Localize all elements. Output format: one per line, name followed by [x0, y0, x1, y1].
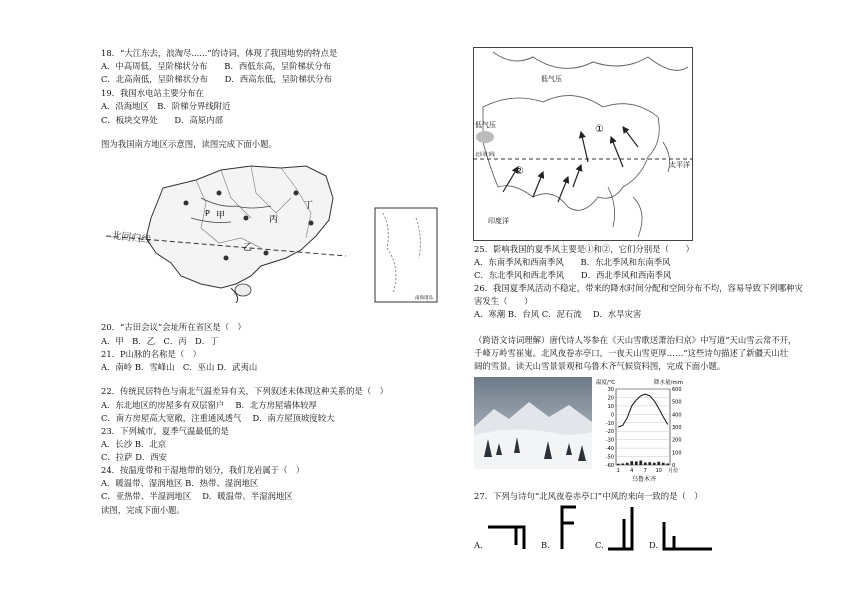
label-low-pressure-north: 低气压 — [541, 75, 562, 83]
q27-option-a-diagram — [486, 515, 531, 551]
q22-options-cd: C．南方房屋高大宽敞，注重通风透气 D．南方屋顶坡度较大 — [101, 413, 335, 423]
q27-option-c-label: C. — [595, 540, 604, 550]
precip-bar — [630, 461, 633, 465]
label-indian-ocean: 印度洋 — [488, 217, 509, 225]
passage-line-2: 千峰万岭雪崔嵬。北风夜卷赤亭口，一夜天山雪更厚……”这些诗句描述了新疆天山壮 — [474, 348, 789, 358]
q25-options-ab: A．东南季风和西南季风 B．东北季风和东南季风 — [474, 257, 671, 267]
precip-bar — [626, 463, 629, 465]
mainland-outline — [146, 166, 333, 288]
precip-bar — [617, 464, 620, 465]
q26-stem-2: 害发生（ ） — [474, 296, 533, 306]
precip-bar — [621, 463, 624, 465]
q20-stem: 20．“古田会议”会址所在省区是（ ） — [101, 322, 246, 332]
temp-tick: -10 — [605, 420, 614, 427]
temp-tick: 30 — [607, 387, 614, 393]
temp-tick: 0 — [610, 412, 614, 419]
tropic-label: 北回归线 — [110, 230, 152, 247]
precip-bar — [648, 462, 651, 465]
temp-tick: -60 — [605, 463, 614, 469]
temp-tick: 20 — [607, 395, 614, 402]
q26-options: A．寒潮 B．台风 C．泥石流 D．水旱灾害 — [474, 309, 642, 319]
q19-options-cd: C．板块交界处 D．高原内部 — [101, 115, 223, 125]
precip-tick: 200 — [672, 437, 682, 444]
temp-tick: -50 — [605, 454, 614, 461]
label-low-pressure-west: 低气压 — [475, 121, 496, 129]
q27-option-d-label: D. — [649, 540, 659, 550]
urumqi-climate-chart — [596, 377, 690, 485]
q27-option-b-diagram — [552, 505, 582, 551]
precip-bar — [653, 463, 656, 465]
passage-line-1: （跨语文诗词理解）唐代诗人岑参在《天山雪歌送萧治归京》中写道“天山雪云常不开， — [474, 335, 797, 345]
q18-options-cd: C．北高南低，呈阶梯状分布 D．西高东低，呈阶梯状分布 — [101, 74, 332, 84]
plot-frame — [616, 389, 670, 465]
south-china-map — [101, 158, 441, 303]
temp-tick: 10 — [607, 403, 614, 410]
precip-tick: 100 — [672, 450, 682, 457]
label-tropic: 北回归线 — [475, 152, 496, 158]
precip-tick: 300 — [672, 425, 682, 431]
q22-stem: 22．传统民居特色与南北气温差异有关，下列叙述未体现这种关系的是（ ） — [101, 386, 389, 396]
q18-stem: 18．“大江东去，浪淘尽......”的诗词，体现了我国地势的特点是 — [101, 48, 338, 58]
marker-2: ② — [515, 166, 524, 177]
q24-stem: 24．按温度带和干湿地带的划分，我们龙岩属于（ ） — [101, 465, 305, 475]
precip-bar — [662, 463, 665, 465]
passage-line-3: 阔的雪景。读天山雪景景观和乌鲁木齐气候资料图，完成下面小题。 — [474, 361, 726, 371]
precip-axis-title: 降水量/mm — [654, 380, 684, 386]
station-label: 乌鲁木齐 — [631, 476, 657, 483]
precip-bar — [635, 461, 638, 465]
region-label-ding: 丁 — [304, 201, 314, 211]
precip-bar — [666, 463, 669, 465]
q24-options-cd: C．亚热带、半湿润地区 D．暖温带、半湿润地区 — [101, 491, 293, 501]
temp-axis-title: 温度/℃ — [596, 380, 616, 386]
inset-label: 南海诸岛 — [415, 296, 433, 301]
q24-options-ab: A．暖温带、湿润地区 B．热带、湿润地区 — [101, 478, 259, 488]
q19-options-ab: A．沿海地区 B．阶梯分界线附近 — [101, 101, 231, 111]
q23-stem: 23．下列城市，夏季气温最低的是 — [101, 426, 229, 436]
hainan-island — [235, 284, 251, 296]
month-tick: 1 — [616, 468, 620, 474]
precip-tick: 500 — [672, 399, 682, 406]
q22-options-ab: A．东北地区的房屋多有双层窗户 B．北方房屋墙体较厚 — [101, 400, 317, 410]
closing-instruction: 读图，完成下面小题。 — [101, 505, 185, 515]
precip-bar — [657, 462, 660, 465]
q25-options-cd: C．东北季风和西北季风 D．西北季风和西南季风 — [474, 270, 672, 280]
asia-monsoon-map — [473, 47, 693, 241]
q27-option-b-label: B. — [541, 540, 550, 550]
month-tick: 4 — [630, 468, 634, 474]
region-label-p: P — [205, 209, 210, 218]
q20-options: A．甲 B．乙 C．丙 D．丁 — [101, 336, 219, 346]
south-map-intro: 图为我国南方地区示意图，读图完成下面小题。 — [101, 139, 277, 149]
south-sea-inset — [375, 208, 437, 302]
precip-bar — [644, 462, 647, 465]
region-label-jia: 甲 — [216, 211, 226, 221]
q23-options-ab: A．长沙 B．北京 — [101, 439, 167, 449]
q27-stem: 27．下列与诗句“北风夜卷赤亭口”中风的来向一致的是（ ） — [474, 491, 703, 501]
precip-tick: 600 — [672, 387, 682, 393]
q23-options-cd: C．拉萨 D．西安 — [101, 452, 168, 462]
region-label-yi: 乙 — [243, 243, 253, 253]
q21-options: A．南岭 B．雪峰山 C．巫山 D．武夷山 — [101, 362, 258, 372]
month-unit: 月份 — [668, 468, 679, 474]
q27-option-a-label: A. — [474, 540, 483, 550]
q18-options-ab: A．中高周低，呈阶梯状分布 B．西低东高，呈阶梯状分布 — [101, 61, 331, 71]
temp-tick: -30 — [605, 437, 614, 444]
q27-option-d-diagram — [660, 520, 714, 551]
precip-bar — [639, 461, 642, 465]
q25-stem: 25．影响我国的夏季风主要是①和②，它们分别是（ ） — [474, 244, 695, 254]
month-tick: 10 — [655, 468, 662, 474]
precip-tick: 0 — [672, 463, 676, 469]
temp-tick: -40 — [605, 446, 614, 453]
q19-stem: 19．我国水电站主要分布在 — [101, 88, 204, 98]
q21-stem: 21．P山脉的名称是（ ） — [101, 349, 202, 359]
marker-1: ① — [595, 124, 604, 135]
q27-option-c-diagram — [606, 505, 640, 551]
label-pacific: 太平洋 — [669, 161, 690, 169]
q26-stem-1: 26．我国夏季风活动不稳定，带来的降水时间分配和空间分布不均，容易导致下列哪种灾 — [474, 283, 803, 293]
tianshan-snow-photo — [474, 377, 592, 469]
temp-tick: -20 — [605, 429, 614, 436]
precip-tick: 400 — [672, 412, 682, 419]
month-tick: 7 — [643, 468, 647, 474]
region-label-bing: 丙 — [269, 215, 279, 225]
